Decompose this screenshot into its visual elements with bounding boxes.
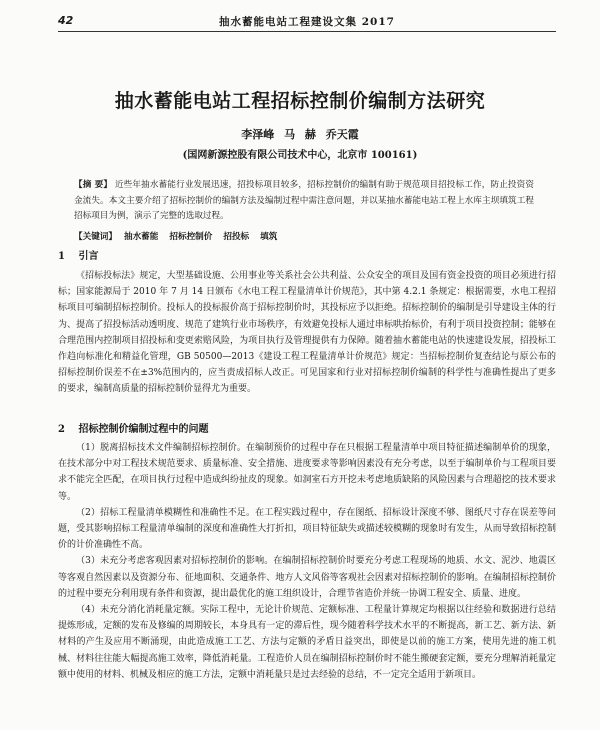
paragraph: 《招标投标法》规定，大型基础设施、公用事业等关系社会公共利益、公众安全的项目及国有资金投资的项目必须进行招标；国家能源局于 2010 年 7 月 14 日颁布《水电工程工程量清单计价规范》，其中第 4.2.1 条规定：根据需要，水电工程招标项目可编制招标控制价。投标人的投标报价高于招标控制价时，其投标应予以拒绝。招标控制价的编制是引导建设主体的行为、提高了招投标活动透明度、规范了建筑行业市场秩序，有效避免投标人通过串标哄抬标价，有利于项目投资控制；能够在合理范围内控制项目招投标和变更索赔风险，为项目执行及管理提供有力保障。随着抽水蓄能电站的快速建设发展，招投标工作趋向标准化和精益化管理，GB 50500—2013《建设工程工程量清单计价规范》规定：当招标控制价复查结论与原公布的招标控制价误差不在±3%范围内的，应当责成招标人改正。可见国家和行业对招标控制价编制的科学性与准确性提出了更多的要求，编制高质量的招标控制价显得尤为重要。 bbox=[58, 271, 556, 395]
author-list bbox=[0, 126, 600, 142]
paragraph: （4）未充分消化消耗量定额。实际工程中，无论计价规范、定额标准、工程量计算规定均根据以往经验和数据进行总结提炼形成，定额的发布及修编的周期较长，本身具有一定的滞后性，现今随着科学技术水平的不断提高，新工艺、新方法、新材料的产生及应用不断涌现，由此造成施工工艺、方法与定额的矛盾日益突出，即使是以前的施工方案，使用先进的施工机械、材料往往能大幅提高施工效率，降低消耗量。工程造价人员在编制招标控制价时不能生搬硬套定额，要充分理解消耗量定额中使用的材料、机械及相应的施工方法，定额中消耗量只是过去经验的总结，不一定完全适用于新项目。 bbox=[58, 605, 556, 680]
keyword: 招标控制价 bbox=[169, 232, 213, 242]
paragraph: （2）招标工程量清单模糊性和准确性不足。在工程实践过程中，存在图纸、招标设计深度不够、图纸尺寸存在误差等问题，受其影响招标工程量清单编制的深度和准确性大打折扣，项目特征缺失或描述较模糊的现象时有发生，从而导致招标控制价的计价准确性不高。 bbox=[58, 507, 556, 551]
section-number: 1 bbox=[58, 251, 65, 262]
keyword: 抽水蓄能 bbox=[123, 232, 159, 242]
paragraph: （3）未充分考虑客观因素对招标控制价的影响。在编制招标控制价时要充分考虑工程现场的地质、水文、泥沙、地震区等客观自然因素以及资源分布、征地面积、交通条件、地方人文风俗等客观社会因素对招标控制价的影响。在编制招标控制价的过程中要充分利用现有条件和资源，提出最优化的施工组织设计，合理节省造价并统一协调工程安全、质量、进度。 bbox=[58, 556, 556, 599]
abstract-label: 【摘 要】 bbox=[74, 180, 113, 190]
keywords bbox=[74, 230, 534, 244]
article-title: 抽水蓄能电站工程招标控制价编制方法研究 bbox=[114, 90, 486, 112]
section-intro-body bbox=[58, 268, 556, 398]
section-heading-problems bbox=[58, 420, 208, 435]
keyword: 填筑 bbox=[260, 232, 278, 242]
author: 马 赫 bbox=[284, 128, 316, 141]
keywords-label: 【关键词】 bbox=[74, 232, 117, 242]
section-heading-intro bbox=[58, 247, 98, 262]
page-number: 42 bbox=[58, 14, 74, 27]
running-header bbox=[58, 14, 556, 32]
affiliation: (国网新源控股有限公司技术中心，北京市 100161) bbox=[182, 150, 418, 161]
abstract-text: 近些年抽水蓄能行业发展迅速，招投标项目较多，招标控制价的编制有助于规范项目招投标工作，防止投资资金流失。本文主要介绍了招标控制价的编制方法及编制过程中需注意问题，并以某抽水蓄能电站工程上水库主坝填筑工程招标项目为例，演示了完整的选取过程。 bbox=[74, 180, 534, 221]
author: 乔天霞 bbox=[325, 128, 359, 141]
author: 李泽峰 bbox=[241, 128, 275, 141]
journal-title: 抽水蓄能电站工程建设文集 2017 bbox=[219, 16, 395, 28]
section-number: 2 bbox=[58, 424, 65, 435]
paragraph: （1）脱离招标技术文件编制招标控制价。在编制预价的过程中存在只根据工程量清单中项目特征描述编制单价的现象，在技术部分中对工程技术规范要求、质量标准、安全措施、进度要求等影响因素没有充分考虑，以至于编制单价与工程项目要求不能完全匹配，在项目执行过程中造成纠纷扯皮的现象。如洞室石方开挖未考虑地质缺陷的风险因素与合理超挖的技术要求等。 bbox=[58, 443, 556, 502]
abstract bbox=[74, 178, 534, 225]
section-problems-body bbox=[58, 440, 556, 683]
section-title: 引言 bbox=[78, 251, 99, 262]
section-title: 招标控制价编制过程中的问题 bbox=[78, 424, 209, 435]
keyword: 招投标 bbox=[223, 232, 250, 242]
